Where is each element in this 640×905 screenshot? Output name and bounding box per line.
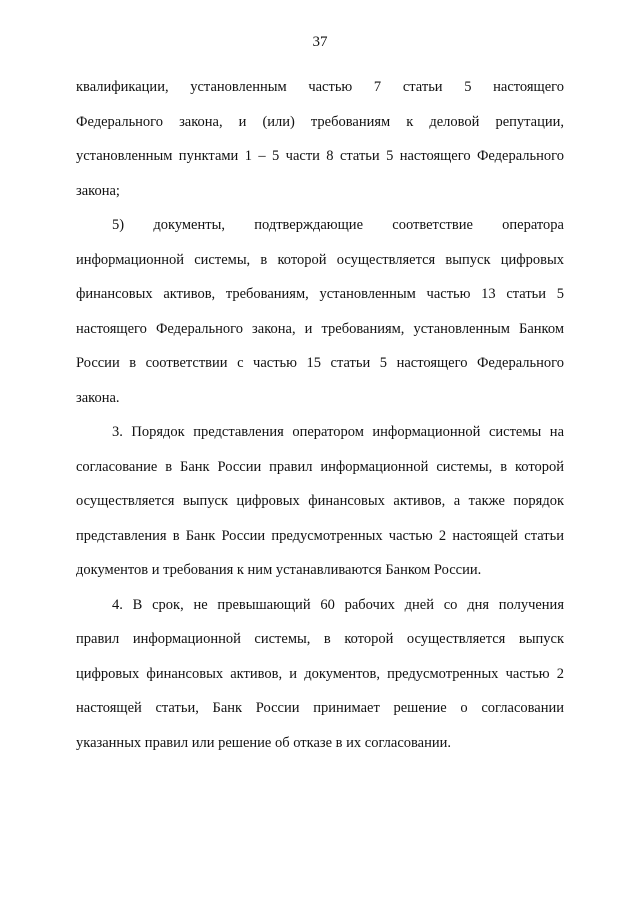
text-line: указанных правил или решение об отказе в их согласовании. (76, 734, 452, 751)
paragraph-section-3 (76, 415, 564, 588)
page-number: 37 (312, 34, 328, 50)
text-line: Федерального закона, и (или) требованиям к деловой репутации, (76, 113, 564, 130)
text-line: представления в Банк России предусмотренных частью 2 настоящей статьи (76, 527, 564, 544)
text-line: закона. (76, 389, 120, 406)
text-line: закона; (76, 182, 120, 199)
text-line: документов и требования к ним устанавливаются Банком России. (76, 562, 482, 578)
text-line: цифровых финансовых активов, и документов, предусмотренных частью 2 (76, 665, 564, 682)
text-line: установленным пунктами 1 – 5 части 8 статьи 5 настоящего Федерального (76, 148, 564, 164)
text-line: 5) документы, подтверждающие соответствие оператора (112, 217, 564, 233)
text-line: 4. В срок, не превышающий 60 рабочих дней со дня получения (112, 596, 564, 613)
paragraph-continuation (76, 70, 564, 208)
paragraph-item-5 (76, 208, 564, 415)
text-line: финансовых активов, требованиям, установленным частью 13 статьи 5 (76, 286, 564, 302)
text-line: настоящей статьи, Банк России принимает решение о согласовании (76, 700, 564, 716)
text-line: информационной системы, в которой осуществляется выпуск цифровых (76, 251, 564, 268)
text-line: осуществляется выпуск цифровых финансовых активов, а также порядок (76, 493, 564, 509)
paragraph-section-4 (76, 588, 564, 761)
text-line: 3. Порядок представления оператором информационной системы на (112, 424, 564, 440)
text-line: квалификации, установленным частью 7 статьи 5 настоящего (76, 79, 564, 95)
text-line: России в соответствии с частью 15 статьи 5 настоящего Федерального (76, 355, 564, 371)
text-line: согласование в Банк России правил информационной системы, в которой (76, 458, 564, 475)
document-body (76, 70, 564, 760)
text-line: настоящего Федерального закона, и требованиям, установленным Банком (76, 320, 564, 337)
text-line: правил информационной системы, в которой осуществляется выпуск (76, 631, 564, 647)
